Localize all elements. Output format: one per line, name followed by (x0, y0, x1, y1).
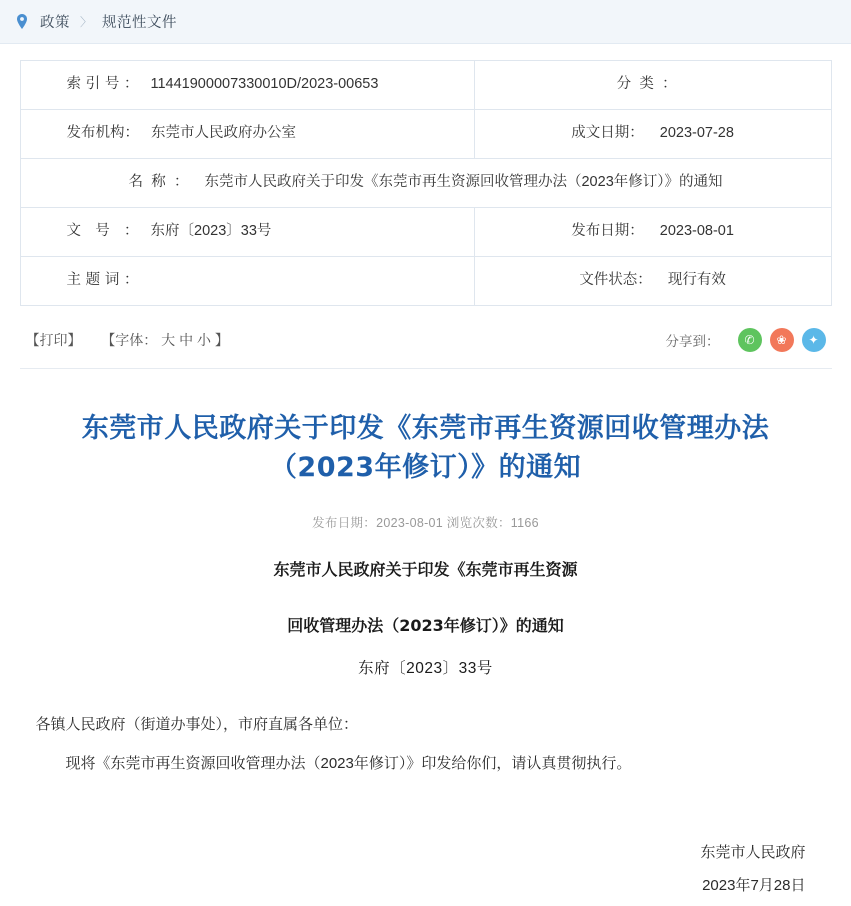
qq-share-icon[interactable]: ✦ (802, 328, 826, 352)
meta-cell-issuing-agency (20, 110, 474, 159)
font-size-small-button[interactable]: 小 (196, 332, 211, 348)
share-group (666, 328, 826, 352)
document-toolbar (20, 328, 832, 369)
page-title: 东莞市人民政府关于印发《东莞市再生资源回收管理办法（2023年修订）》的通知 (81, 413, 770, 484)
meta-label-document-number: 文号： (66, 223, 139, 240)
meta-value-issuing-agency: 东莞市人民政府办公室 (151, 125, 296, 142)
meta-cell-document-number (20, 208, 474, 257)
table-row (20, 159, 831, 208)
meta-value-name: 东莞市人民政府关于印发《东莞市再生资源回收管理办法（2023年修订）》的通知 (204, 174, 723, 191)
font-size-large-button[interactable]: 大 (161, 332, 176, 348)
table-row (20, 208, 831, 257)
article-paragraph-main: 现将《东莞市再生资源回收管理办法（2023年修订）》印发给你们，请认真贯彻执行。 (65, 755, 632, 773)
article-body (20, 369, 832, 902)
meta-label-name: 名称： (128, 174, 189, 191)
meta-label-issuing-agency: 发布机构： (66, 125, 139, 142)
font-size-medium-button[interactable]: 中 (179, 332, 194, 348)
meta-cell-index-number (20, 61, 474, 110)
share-label: 分享到： (665, 334, 720, 349)
meta-label-file-status: 文件状态： (579, 272, 652, 289)
font-size-suffix: 】 (214, 332, 229, 348)
meta-cell-category (474, 61, 831, 110)
table-row (20, 110, 831, 159)
meta-cell-name (20, 159, 831, 208)
location-pin-icon (14, 13, 30, 31)
wechat-share-icon[interactable]: ✆ (738, 328, 762, 352)
print-button[interactable]: 【打印】 (25, 332, 82, 348)
article-signature-org: 东莞市人民政府 (700, 844, 806, 862)
meta-label-index-number: 索引号： (66, 76, 139, 93)
article-signature-date: 2023年7月28日 (702, 877, 806, 895)
meta-value-written-date: 2023-07-28 (659, 125, 734, 142)
breadcrumb-item-policy[interactable]: 政策 (40, 15, 70, 31)
meta-value-document-number: 东府〔2023〕33号 (150, 223, 272, 240)
table-row (20, 61, 831, 110)
document-meta-table (20, 60, 832, 306)
article-document-number: 东府〔2023〕33号 (358, 660, 493, 678)
meta-value-index-number: 11441900007330010D/2023-00653 (150, 76, 379, 93)
breadcrumb-item-normative-documents[interactable]: 规范性文件 (102, 15, 178, 31)
article-subtitle-line-2: 回收管理办法（2023年修订）》的通知 (287, 615, 564, 635)
article-publish-meta: 发布日期：2023-08-01 浏览次数：1166 (312, 516, 539, 531)
breadcrumb-separator: 〉 (80, 15, 93, 29)
meta-value-file-status: 现行有效 (667, 272, 726, 289)
breadcrumb (0, 0, 851, 44)
meta-label-publish-date: 发布日期： (571, 223, 644, 240)
meta-label-subject-words: 主题词： (66, 272, 139, 289)
article-subtitle-line-1: 东莞市人民政府关于印发《东莞市再生资源 (273, 560, 578, 580)
meta-label-category: 分类： (616, 76, 677, 93)
document-meta-table-wrapper (0, 44, 851, 306)
meta-cell-written-date (474, 110, 831, 159)
meta-value-publish-date: 2023-08-01 (659, 223, 734, 240)
article-paragraph-salutation: 各镇人民政府（街道办事处），市府直属各单位： (35, 716, 359, 734)
meta-cell-file-status (474, 257, 831, 306)
font-size-prefix: 【字体： (101, 332, 158, 348)
meta-cell-publish-date (474, 208, 831, 257)
toolbar-left-group (26, 330, 229, 350)
table-row (20, 257, 831, 306)
meta-cell-subject-words (20, 257, 474, 306)
weibo-share-icon[interactable]: ❀ (770, 328, 794, 352)
meta-label-written-date: 成文日期： (571, 125, 644, 142)
